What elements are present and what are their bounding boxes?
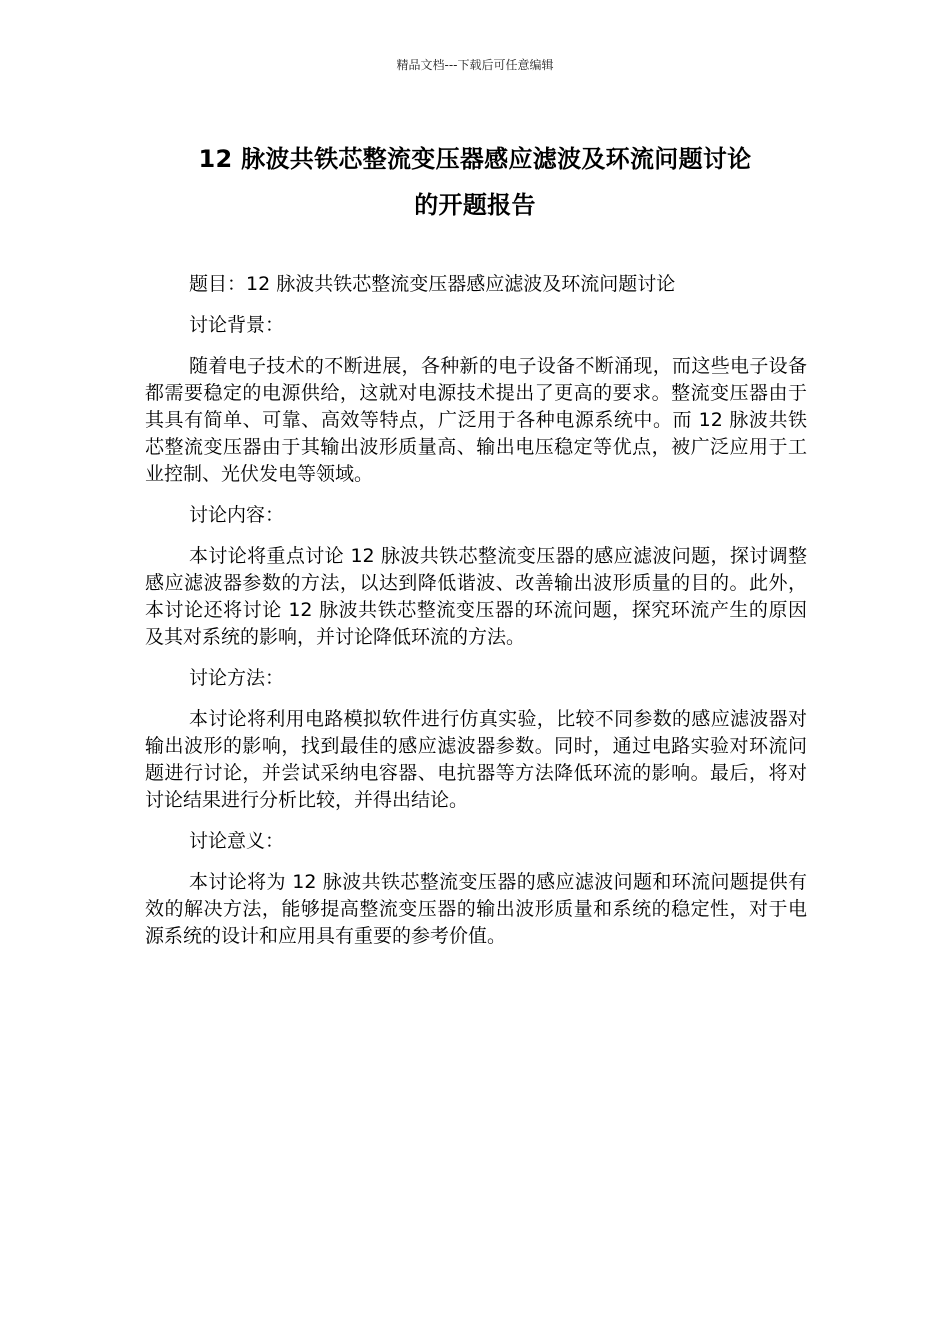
title-line-2: 的开题报告: [414, 191, 536, 219]
background-heading: 讨论背景：: [189, 314, 285, 336]
method-heading: 讨论方法：: [189, 667, 285, 689]
background-paragraph: 随着电子技术的不断进展，各种新的电子设备不断涌现，而这些电子设备都需要稳定的电源供给，这就对电源技术提出了更高的要求。整流变压器由于其具有简单、可靠、高效等特点，广泛用于各种电源系统中。而 12 脉波共铁芯整流变压器由于其输出波形质量高、输出电压稳定等优点，被广泛应用于工业控制、光伏发电等领域。: [145, 355, 807, 485]
significance-heading: 讨论意义：: [189, 830, 285, 852]
method-paragraph: 本讨论将利用电路模拟软件进行仿真实验，比较不同参数的感应滤波器对输出波形的影响，找到最佳的感应滤波器参数。同时，通过电路实验对环流问题进行讨论，并尝试采纳电容器、电抗器等方法降低环流的影响。最后，将对讨论结果进行分析比较，并得出结论。: [145, 708, 807, 811]
document-title: [145, 136, 805, 228]
page-header: 精品文档---下载后可任意编辑: [396, 58, 554, 72]
significance-paragraph: 本讨论将为 12 脉波共铁芯整流变压器的感应滤波问题和环流问题提供有效的解决方法，能够提高整流变压器的输出波形质量和系统的稳定性，对于电源系统的设计和应用具有重要的参考价值。: [145, 871, 807, 947]
topic-line: 题目：12 脉波共铁芯整流变压器感应滤波及环流问题讨论: [189, 273, 676, 295]
content-paragraph: 本讨论将重点讨论 12 脉波共铁芯整流变压器的感应滤波问题，探讨调整感应滤波器参数的方法，以达到降低谐波、改善输出波形质量的目的。此外，本讨论还将讨论 12 脉波共铁芯整流变压器的环流问题，探究环流产生的原因及其对系统的影响，并讨论降低环流的方法。: [145, 545, 807, 648]
content-heading: 讨论内容：: [189, 504, 285, 526]
document-body: [145, 271, 807, 964]
title-line-1: 12 脉波共铁芯整流变压器感应滤波及环流问题讨论: [198, 145, 752, 173]
